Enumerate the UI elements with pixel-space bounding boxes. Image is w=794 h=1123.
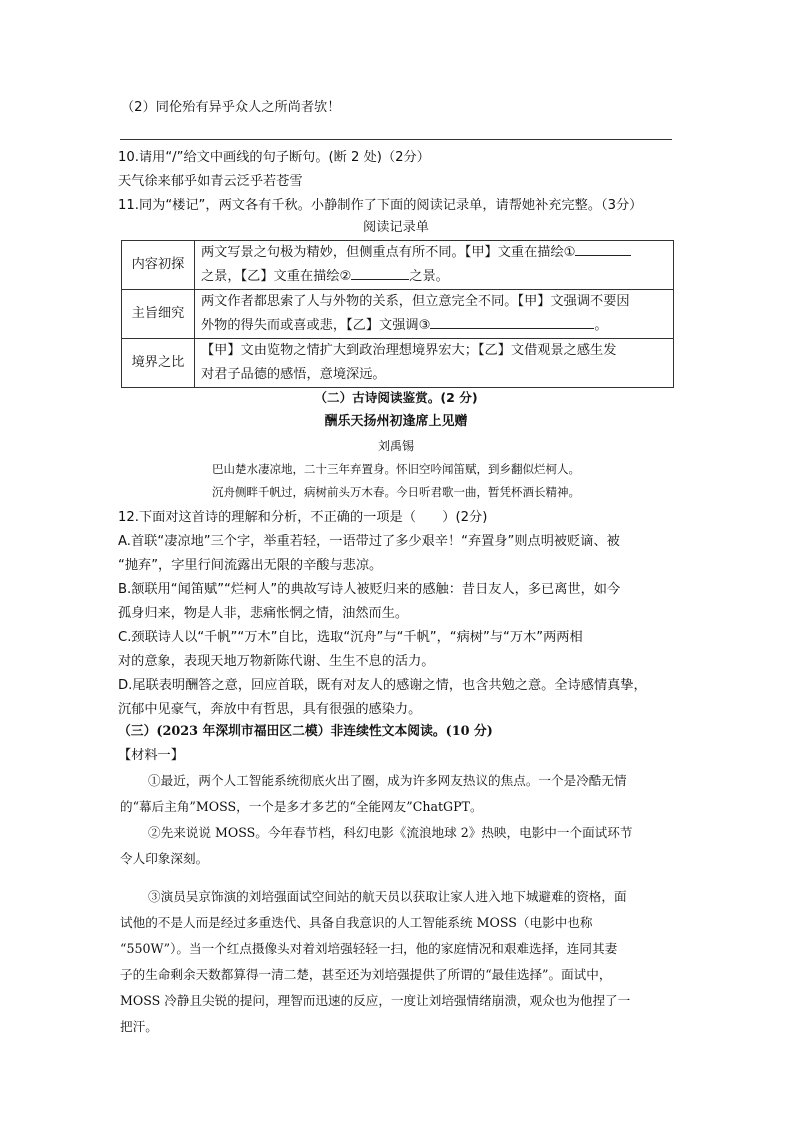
section3-heading: （三）(2023 年深圳市福田区二模）非连续性文本阅读。(10 分): [118, 724, 493, 739]
poem-line-1: 巴山楚水凄凉地，二十三年弃置身。怀旧空吟闻笛赋，到乡翻似烂柯人。: [212, 462, 580, 476]
poem-author: 刘禹锡: [377, 439, 414, 453]
para-2-cont: 令人印象深刻。: [120, 851, 209, 866]
q10-sentence: 天气徐来郁乎如青云泛乎若苍雪: [118, 174, 303, 189]
answer-blank-2[interactable]: [351, 265, 409, 280]
poem-title: 酬乐天扬州初逢席上见赠: [324, 414, 468, 429]
q12-option-c-cont: 对的意象，表现天地万物新陈代谢、生生不息的活力。: [118, 654, 435, 669]
q12-option-c: C.颈联诗人以“千帆”“万木”自比，选取“沉舟”与“千帆”，“病树”与“万木”两两相: [118, 630, 583, 645]
poem-line-2: 沉舟侧畔千帆过，病树前头万木春。今日听君歌一曲，暂凭杯酒长精神。: [212, 485, 580, 499]
q12-option-d-cont: 沉郁中见豪气，奔放中有哲思，具有很强的感染力。: [118, 702, 422, 717]
q12-prompt: 12.下面对这首诗的理解和分析，不正确的一项是（ ）(2分): [118, 510, 488, 525]
q12-option-a-cont: “抛弃”，字里行间流露出无限的辛酸与悲凉。: [118, 558, 383, 573]
para-3-cont-2: “550W”）。当一个红点摄像头对着刘培强轻轻一扫，他的家庭情况和艰难选择，连同其妻: [120, 941, 618, 956]
row-body: 两文写景之句极为精妙，但侧重点有所不同。【甲】文重在描绘① 之景，【乙】文重在描绘② 之景。: [195, 241, 674, 290]
para-3-cont-5: 把汗。: [120, 1019, 158, 1034]
material-label: 【材料一】: [118, 748, 184, 763]
row-head: 内容初探: [122, 241, 195, 290]
reading-record-table: [121, 240, 674, 388]
table-row: [122, 241, 674, 290]
table-row: [122, 339, 674, 388]
para-3: ③演员吴京饰演的刘培强面试空间站的航天员以获取让家人进入地下城避难的资格，面: [148, 889, 627, 904]
section2-heading: （二）古诗阅读鉴赏。(2 分): [314, 390, 478, 405]
q10-prompt: 10.请用“/”给文中画线的句子断句。(断 2 处)（2分）: [118, 150, 430, 165]
row-head: 主旨细究: [122, 290, 195, 339]
row-body: 两文作者都思索了人与外物的关系，但立意完全不同。【甲】文强调不要因 外物的得失而或喜或悲，【乙】文强调③ 。: [195, 290, 674, 339]
para-3-cont-4: MOSS 冷静且尖锐的提问，理智而迅速的反应，一度让刘培强情绪崩溃，观众也为他捏了一: [120, 993, 631, 1008]
answer-blank-1[interactable]: [575, 241, 631, 256]
row-head: 境界之比: [122, 339, 195, 388]
para-3-cont-3: 子的生命剩余天数都算得一清二楚，甚至还为刘培强提供了所谓的“最佳选择”。面试中，: [120, 967, 612, 982]
q11-prompt: 11.同为“楼记”，两文各有千秋。小静制作了下面的阅读记录单，请帮她补充完整。（3分）: [118, 198, 643, 213]
divider: [120, 139, 672, 140]
para-2: ②先来说说 MOSS。今年春节档，科幻电影《流浪地球 2》热映，电影中一个面试环节: [148, 825, 633, 840]
answer-blank-3[interactable]: [430, 314, 594, 329]
para-1: ①最近，两个人工智能系统彻底火出了圈，成为许多网友热议的焦点。一个是冷酷无情: [148, 773, 627, 788]
table-title: 阅读记录单: [363, 220, 429, 235]
para-1-cont: 的“幕后主角”MOSS，一个是多才多艺的“全能网友”ChatGPT。: [120, 799, 483, 814]
para-3-cont-1: 试他的不是人而是经过多重迭代、具备自我意识的人工智能系统 MOSS（电影中也称: [120, 915, 593, 930]
q12-option-a: A.首联“凄凉地”三个字，举重若轻，一语带过了多少艰辛！“弃置身”则点明被贬谪、被: [118, 534, 620, 549]
row-body: 【甲】文由览物之情扩大到政治理想境界宏大；【乙】文借观景之感生发 对君子品德的感悟，意境深远。: [195, 339, 674, 388]
q12-option-d: D.尾联表明酬答之意，回应首联，既有对友人的感谢之情，也含共勉之意。全诗感情真挚，: [118, 678, 647, 693]
question-prev-sub2: （2）同伦殆有异乎众人之所尚者欤！: [121, 100, 341, 115]
q12-option-b-cont: 孤身归来，物是人非，悲痛怅惘之情，油然而生。: [118, 606, 409, 621]
table-row: [122, 290, 674, 339]
q12-option-b: B.颔联用“闻笛赋”“烂柯人”的典故写诗人被贬归来的感触：昔日友人，多已离世，如今: [118, 582, 621, 597]
